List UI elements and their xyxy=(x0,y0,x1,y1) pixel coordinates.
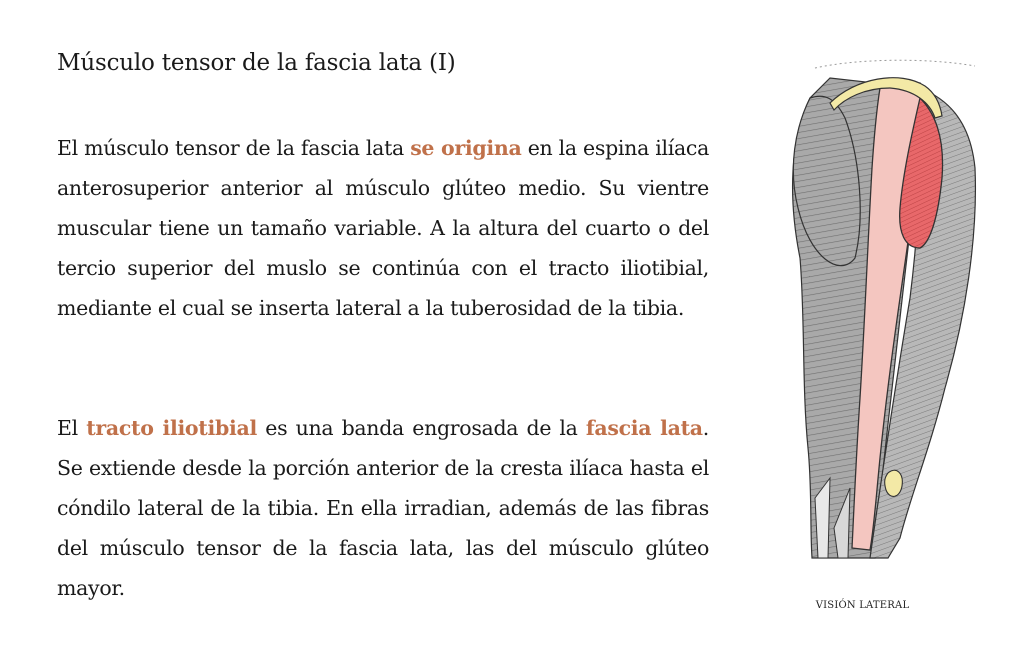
page-title: Músculo tensor de la fascia lata (I) xyxy=(57,50,456,76)
text-span: El xyxy=(57,416,87,440)
text-span: El músculo tensor de la fascia lata xyxy=(57,136,411,160)
thigh-svg xyxy=(770,58,990,568)
highlight-tracto-iliotibial[interactable]: tracto iliotibial xyxy=(86,416,257,440)
highlight-se-origina[interactable]: se origina xyxy=(410,136,522,160)
text-span: . Se extiende desde la porción anterior de la cresta ilíaca hasta el cóndilo lateral de la tibia. En ella irradian, además de las fibras del músculo tensor de la fascia lata, las del músculo glúteo mayor. xyxy=(57,416,710,600)
patella-bone xyxy=(885,470,903,496)
text-span: en la espina ilíaca anterosuperior anterior al músculo glúteo medio. Su vientre muscular tiene un tamaño variable. A la altura del cuarto o del tercio superior del muslo se continúa con el tracto iliotibial, mediante el cual se inserta lateral a la tuberosidad de la tibia. xyxy=(57,136,710,320)
paragraph-origin xyxy=(57,128,709,328)
text-span: es una banda engrosada de la xyxy=(256,416,586,440)
paragraph-tract xyxy=(57,408,709,608)
highlight-fascia-lata[interactable]: fascia lata xyxy=(585,416,703,440)
figure-caption: VISIÓN LATERAL xyxy=(815,600,910,611)
thigh-anatomy-illustration xyxy=(770,58,990,568)
thigh-top-edge xyxy=(815,60,975,68)
